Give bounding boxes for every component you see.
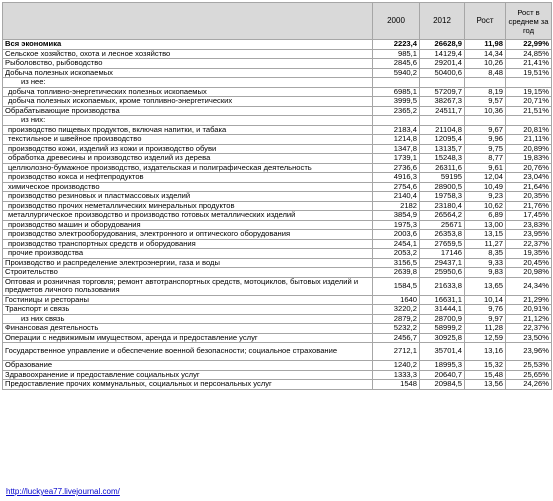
value-2012: 21633,8 <box>420 277 465 295</box>
table-row <box>3 154 552 164</box>
row-label: Гостиницы и рестораны <box>3 295 373 305</box>
value-avg-growth: 20,45% <box>506 258 552 268</box>
value-2000: 2182 <box>373 201 420 211</box>
table-row <box>3 40 552 50</box>
value-rost: 9,33 <box>465 258 506 268</box>
value-avg-growth: 21,76% <box>506 201 552 211</box>
value-rost: 6,89 <box>465 211 506 221</box>
value-2012: 20984,5 <box>420 380 465 390</box>
value-rost: 15,32 <box>465 361 506 371</box>
value-rost: 8,48 <box>465 68 506 78</box>
value-2000: 1975,3 <box>373 220 420 230</box>
value-rost: 8,35 <box>465 249 506 259</box>
table-row <box>3 173 552 183</box>
table-row <box>3 230 552 240</box>
table-row <box>3 211 552 221</box>
value-2012: 30925,8 <box>420 333 465 343</box>
value-2012: 26564,2 <box>420 211 465 221</box>
value-2012: 19758,3 <box>420 192 465 202</box>
value-avg-growth: 22,37% <box>506 239 552 249</box>
value-2012: 57209,7 <box>420 87 465 97</box>
header-2000: 2000 <box>373 3 420 40</box>
row-label: текстильное и швейное производство <box>3 135 373 145</box>
value-avg-growth: 24,34% <box>506 277 552 295</box>
value-avg-growth: 20,35% <box>506 192 552 202</box>
value-avg-growth: 19,83% <box>506 154 552 164</box>
value-2000: 2754,6 <box>373 182 420 192</box>
table-row <box>3 201 552 211</box>
value-rost: 9,67 <box>465 125 506 135</box>
value-rost <box>465 116 506 126</box>
row-label: металлургическое производство и производство готовых металлических изделий <box>3 211 373 221</box>
table-row <box>3 305 552 315</box>
value-rost: 10,49 <box>465 182 506 192</box>
value-2012: 29437,1 <box>420 258 465 268</box>
value-2012: 24511,7 <box>420 106 465 116</box>
value-rost: 9,96 <box>465 135 506 145</box>
value-2000: 1333,3 <box>373 370 420 380</box>
value-avg-growth: 21,11% <box>506 135 552 145</box>
table-row <box>3 144 552 154</box>
value-2012: 13135,7 <box>420 144 465 154</box>
value-rost: 9,83 <box>465 268 506 278</box>
row-label: Транспорт и связь <box>3 305 373 315</box>
value-2000 <box>373 78 420 88</box>
value-rost: 13,56 <box>465 380 506 390</box>
table-row <box>3 361 552 371</box>
row-label: производство кожи, изделий из кожи и производство обуви <box>3 144 373 154</box>
table-row <box>3 97 552 107</box>
header-label-cell <box>3 3 373 40</box>
value-avg-growth: 25,53% <box>506 361 552 371</box>
row-label: обработка древесины и производство изделий из дерева <box>3 154 373 164</box>
value-2000: 1548 <box>373 380 420 390</box>
table-header-row <box>3 3 552 40</box>
row-label: Сельское хозяйство, охота и лесное хозяйство <box>3 49 373 59</box>
value-2000: 1214,8 <box>373 135 420 145</box>
value-avg-growth: 22,37% <box>506 324 552 334</box>
value-2000 <box>373 116 420 126</box>
value-2000: 2454,1 <box>373 239 420 249</box>
value-2000: 2456,7 <box>373 333 420 343</box>
row-label: производство пищевых продуктов, включая напитки, и табака <box>3 125 373 135</box>
header-avg-growth: Рост в среднем за год <box>506 3 552 40</box>
value-2000: 4916,3 <box>373 173 420 183</box>
value-rost <box>465 78 506 88</box>
value-2000: 3220,2 <box>373 305 420 315</box>
value-2012 <box>420 78 465 88</box>
value-rost: 13,00 <box>465 220 506 230</box>
source-link[interactable]: http://luckyea77.livejournal.com/ <box>6 487 120 496</box>
table-row <box>3 68 552 78</box>
row-label: Предоставление прочих коммунальных, социальных и персональных услуг <box>3 380 373 390</box>
table-row <box>3 239 552 249</box>
table-row <box>3 314 552 324</box>
value-avg-growth: 22,99% <box>506 40 552 50</box>
row-label: производство машин и оборудования <box>3 220 373 230</box>
table-row <box>3 182 552 192</box>
value-2000: 1240,2 <box>373 361 420 371</box>
value-2012: 25950,6 <box>420 268 465 278</box>
value-rost: 10,14 <box>465 295 506 305</box>
value-2000: 6985,1 <box>373 87 420 97</box>
value-2012: 29201,4 <box>420 59 465 69</box>
row-label: из них связь <box>3 314 373 324</box>
table-row <box>3 343 552 361</box>
value-rost: 13,65 <box>465 277 506 295</box>
value-2000: 1347,8 <box>373 144 420 154</box>
value-2000: 2053,2 <box>373 249 420 259</box>
value-avg-growth: 20,76% <box>506 163 552 173</box>
value-avg-growth: 21,64% <box>506 182 552 192</box>
value-avg-growth: 23,95% <box>506 230 552 240</box>
value-avg-growth: 24,85% <box>506 49 552 59</box>
row-label: Здравоохранение и предоставление социальных услуг <box>3 370 373 380</box>
value-avg-growth: 23,96% <box>506 343 552 361</box>
value-2000: 1640 <box>373 295 420 305</box>
value-avg-growth: 21,12% <box>506 314 552 324</box>
table-row <box>3 135 552 145</box>
table-row <box>3 295 552 305</box>
value-2000: 3999,5 <box>373 97 420 107</box>
value-rost: 11,27 <box>465 239 506 249</box>
value-2012: 20640,7 <box>420 370 465 380</box>
value-rost: 13,15 <box>465 230 506 240</box>
value-2000: 2003,6 <box>373 230 420 240</box>
value-avg-growth: 20,98% <box>506 268 552 278</box>
value-avg-growth: 23,04% <box>506 173 552 183</box>
value-2012: 31444,1 <box>420 305 465 315</box>
table-row <box>3 324 552 334</box>
value-2012: 23180,4 <box>420 201 465 211</box>
value-rost: 8,19 <box>465 87 506 97</box>
header-2012: 2012 <box>420 3 465 40</box>
value-avg-growth: 21,41% <box>506 59 552 69</box>
row-label: прочие производства <box>3 249 373 259</box>
value-2012: 18995,3 <box>420 361 465 371</box>
value-avg-growth <box>506 116 552 126</box>
row-label: Производство и распределение электроэнергии, газа и воды <box>3 258 373 268</box>
value-avg-growth: 20,81% <box>506 125 552 135</box>
row-label: Добыча полезных ископаемых <box>3 68 373 78</box>
value-2012: 16631,1 <box>420 295 465 305</box>
row-label: Рыболовство, рыбоводство <box>3 59 373 69</box>
table-body <box>3 40 552 390</box>
row-label: производство электрооборудования, электронного и оптического оборудования <box>3 230 373 240</box>
value-2012: 28900,5 <box>420 182 465 192</box>
header-rost: Рост <box>465 3 506 40</box>
value-2012: 58999,2 <box>420 324 465 334</box>
table-row <box>3 277 552 295</box>
value-rost: 9,75 <box>465 144 506 154</box>
row-label: целлюлозно-бумажное производство, издательская и полиграфическая деятельность <box>3 163 373 173</box>
value-avg-growth: 17,45% <box>506 211 552 221</box>
value-avg-growth: 20,71% <box>506 97 552 107</box>
value-2012: 50400,6 <box>420 68 465 78</box>
value-2012: 15248,3 <box>420 154 465 164</box>
table-row <box>3 333 552 343</box>
row-label: Вся экономика <box>3 40 373 50</box>
row-label: производство прочих неметаллических минеральных продуктов <box>3 201 373 211</box>
table-row <box>3 106 552 116</box>
row-label: производство резиновых и пластмассовых изделий <box>3 192 373 202</box>
value-rost: 11,98 <box>465 40 506 50</box>
value-2000: 1584,5 <box>373 277 420 295</box>
value-avg-growth: 23,50% <box>506 333 552 343</box>
value-avg-growth: 19,51% <box>506 68 552 78</box>
value-rost: 8,77 <box>465 154 506 164</box>
table-row <box>3 220 552 230</box>
value-2000: 2845,6 <box>373 59 420 69</box>
table-row <box>3 125 552 135</box>
table-row <box>3 49 552 59</box>
value-2000: 2183,4 <box>373 125 420 135</box>
value-2012: 12095,4 <box>420 135 465 145</box>
value-2012: 14129,4 <box>420 49 465 59</box>
row-label: производство кокса и нефтепродуктов <box>3 173 373 183</box>
value-rost: 15,48 <box>465 370 506 380</box>
row-label: добыча полезных ископаемых, кроме топливно-энергетических <box>3 97 373 107</box>
value-2012: 28700,9 <box>420 314 465 324</box>
table-row <box>3 258 552 268</box>
row-label: химическое производство <box>3 182 373 192</box>
value-2000: 2712,1 <box>373 343 420 361</box>
row-label: Обрабатывающие производства <box>3 106 373 116</box>
table-row <box>3 59 552 69</box>
value-rost: 11,28 <box>465 324 506 334</box>
value-2012: 26311,6 <box>420 163 465 173</box>
row-label: добыча топливно-энергетических полезных ископаемых <box>3 87 373 97</box>
value-2012: 17146 <box>420 249 465 259</box>
value-avg-growth <box>506 78 552 88</box>
table-row <box>3 249 552 259</box>
value-2012: 35701,4 <box>420 343 465 361</box>
table-row <box>3 87 552 97</box>
value-rost: 13,16 <box>465 343 506 361</box>
value-rost: 12,04 <box>465 173 506 183</box>
value-rost: 9,57 <box>465 97 506 107</box>
value-2000: 5232,2 <box>373 324 420 334</box>
value-avg-growth: 25,65% <box>506 370 552 380</box>
value-avg-growth: 21,29% <box>506 295 552 305</box>
row-label: Финансовая деятельность <box>3 324 373 334</box>
value-avg-growth: 23,83% <box>506 220 552 230</box>
row-label: Государственное управление и обеспечение военной безопасности; социальное страхование <box>3 343 373 361</box>
value-2000: 5940,2 <box>373 68 420 78</box>
row-label: производство транспортных средств и оборудования <box>3 239 373 249</box>
table-row <box>3 370 552 380</box>
table-row <box>3 268 552 278</box>
value-2012: 26353,8 <box>420 230 465 240</box>
value-avg-growth: 19,35% <box>506 249 552 259</box>
value-rost: 9,61 <box>465 163 506 173</box>
row-label: из нее: <box>3 78 373 88</box>
table-row <box>3 192 552 202</box>
value-2000: 2223,4 <box>373 40 420 50</box>
value-rost: 14,34 <box>465 49 506 59</box>
row-label: из них: <box>3 116 373 126</box>
value-2012: 38267,3 <box>420 97 465 107</box>
value-2012: 25671 <box>420 220 465 230</box>
table-row <box>3 116 552 126</box>
value-rost: 12,59 <box>465 333 506 343</box>
value-2000: 2365,2 <box>373 106 420 116</box>
value-2000: 2639,8 <box>373 268 420 278</box>
value-rost: 9,76 <box>465 305 506 315</box>
value-2012: 27659,5 <box>420 239 465 249</box>
value-2000: 985,1 <box>373 49 420 59</box>
value-avg-growth: 19,15% <box>506 87 552 97</box>
value-rost: 10,36 <box>465 106 506 116</box>
value-2000: 3854,9 <box>373 211 420 221</box>
value-2000: 2879,2 <box>373 314 420 324</box>
value-2000: 1739,1 <box>373 154 420 164</box>
value-2012: 26628,9 <box>420 40 465 50</box>
statistics-table <box>2 2 552 390</box>
row-label: Образование <box>3 361 373 371</box>
value-rost: 9,23 <box>465 192 506 202</box>
table-row <box>3 78 552 88</box>
value-rost: 10,26 <box>465 59 506 69</box>
value-rost: 9,97 <box>465 314 506 324</box>
value-avg-growth: 20,91% <box>506 305 552 315</box>
value-rost: 10,62 <box>465 201 506 211</box>
value-2012 <box>420 116 465 126</box>
table-row <box>3 163 552 173</box>
value-avg-growth: 21,51% <box>506 106 552 116</box>
value-avg-growth: 24,26% <box>506 380 552 390</box>
table-row <box>3 380 552 390</box>
row-label: Оптовая и розничная торговля; ремонт автотранспортных средств, мотоциклов, бытовых изделий и предметов личного пользования <box>3 277 373 295</box>
row-label: Строительство <box>3 268 373 278</box>
value-2000: 3156,5 <box>373 258 420 268</box>
value-2000: 2736,6 <box>373 163 420 173</box>
row-label: Операции с недвижимым имуществом, аренда и предоставление услуг <box>3 333 373 343</box>
value-2012: 59195 <box>420 173 465 183</box>
value-2012: 21104,8 <box>420 125 465 135</box>
value-2000: 2140,4 <box>373 192 420 202</box>
value-avg-growth: 20,89% <box>506 144 552 154</box>
